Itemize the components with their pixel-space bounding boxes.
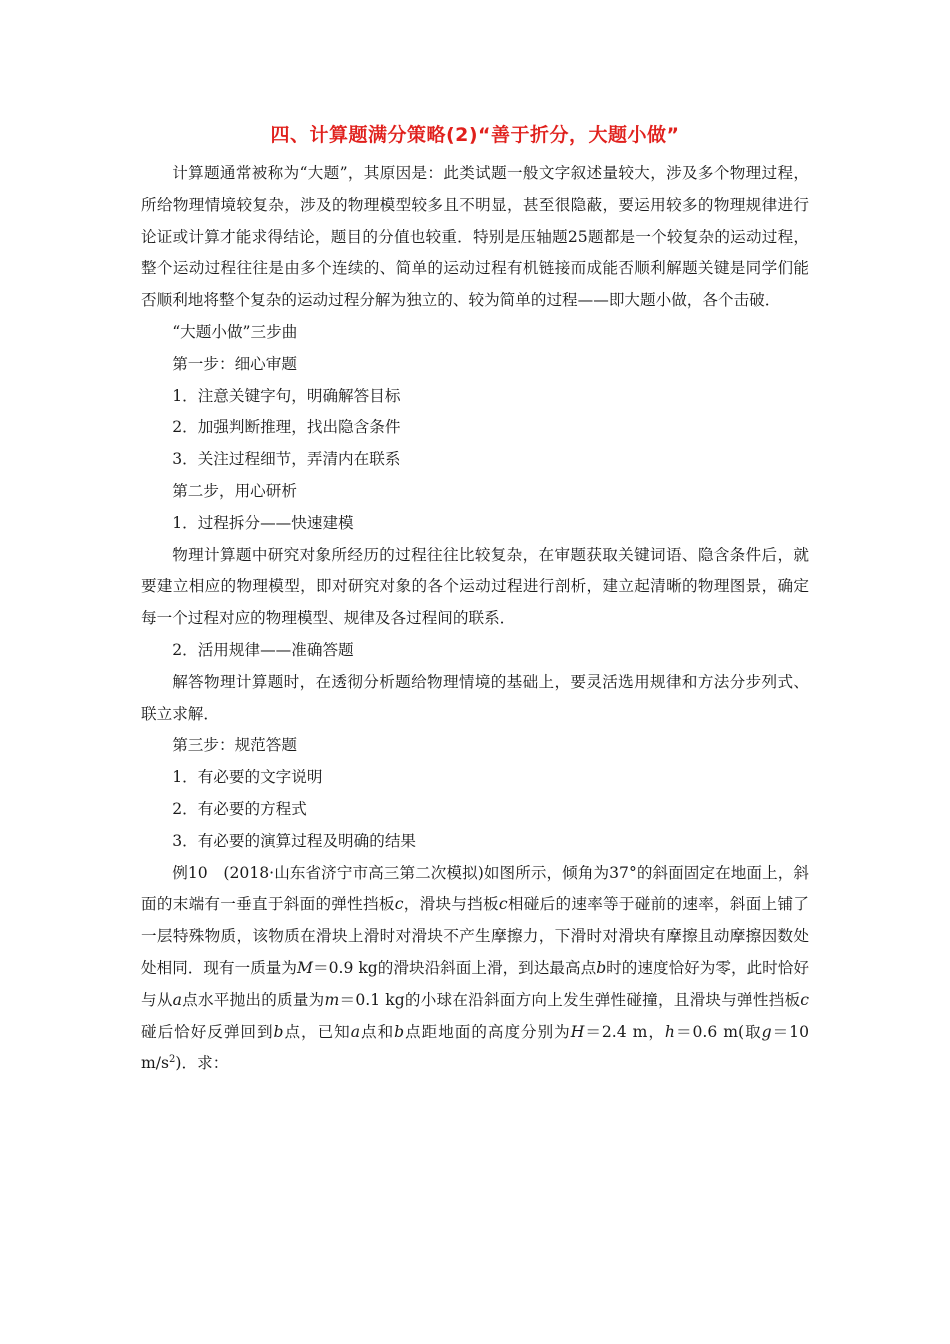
document-body: [141, 158, 809, 1080]
var-M: M: [297, 958, 313, 977]
step2-item: 2．活用规律——准确答题: [172, 640, 354, 659]
example-text: 相碰后的速率等于碰前的速率，斜面上铺了一层特殊物质，该物质在滑块上滑时对滑块不产生摩擦力，下滑时对滑块有摩擦且动摩擦因数处处相同．现有一质量为: [141, 895, 809, 977]
var-h: h: [664, 1022, 675, 1041]
var-c: c: [394, 895, 404, 914]
var-H: H: [570, 1022, 585, 1041]
var-b: b: [394, 1022, 405, 1041]
page-title: 四、计算题满分策略(2)“善于折分，大题小做”: [270, 124, 680, 146]
var-a: a: [172, 990, 182, 1009]
step2-paragraph: 物理计算题中研究对象所经历的过程往往比较复杂，在审题获取关键词语、隐含条件后，就要建立相应的物理模型，即对研究对象的各个运动过程进行剖析，建立起清晰的物理图景，确定每一个过程对应的物理模型、规律及各过程间的联系．: [141, 545, 809, 628]
step3-item: 1．有必要的文字说明: [172, 768, 323, 787]
var-b: b: [596, 958, 607, 977]
step1-item: 1．注意关键字句，明确解答目标: [172, 386, 401, 405]
intro-paragraph: 计算题通常被称为“大题”，其原因是：此类试题一般文字叙述量较大，涉及多个物理过程，所给物理情境较复杂，涉及的物理模型较多且不明显，甚至很隐蔽，要运用较多的物理规律进行论证或计算才能求得结论，题目的分值也较重．特别是压轴题25题都是一个较复杂的运动过程，整个运动过程往往是由多个连续的、简单的运动过程有机链接而成能否顺利解题关键是同学们能否顺利地将整个复杂的运动过程分解为独立的、较为简单的过程——即大题小做，各个击破．: [141, 164, 809, 310]
example-text: 例10 (2018·山东省济宁市高三第二次模拟)如图所示，倾角为37°的斜面固定在地面上，斜面的末端有一垂直于斜面的弹性挡板: [141, 863, 809, 914]
example-text: 点水平抛出的质量为: [181, 990, 325, 1009]
step1-item: 3．关注过程细节，弄清内在联系: [172, 450, 401, 469]
var-b: b: [273, 1022, 284, 1041]
example-text: 点距地面的高度分别为: [404, 1022, 571, 1041]
step3-heading: 第三步：规范答题: [172, 736, 297, 755]
step1-heading: 第一步：细心审题: [172, 354, 297, 373]
example-text: )．求：: [175, 1054, 229, 1073]
var-m: m: [324, 990, 340, 1009]
step2-item: 1．过程拆分——快速建模: [172, 513, 354, 532]
step3-item: 3．有必要的演算过程及明确的结果: [172, 831, 417, 850]
example-text: ＝2.4 m，: [584, 1022, 665, 1041]
example-text: ＝0.1 kg的小球在沿斜面方向上发生弹性碰撞，且滑块与弹性挡板: [339, 990, 801, 1009]
var-c: c: [498, 895, 508, 914]
var-a: a: [350, 1022, 361, 1041]
example-text: 碰后恰好反弹回到: [141, 1022, 274, 1041]
example-text: ＝0.6 m(取: [674, 1022, 762, 1041]
var-g: g: [761, 1022, 772, 1041]
example-text: ＝0.9 kg的滑块沿斜面上滑，到达最高点: [312, 958, 597, 977]
step2-paragraph: 解答物理计算题时，在透彻分析题给物理情境的基础上，要灵活选用规律和方法分步列式、联立求解．: [141, 672, 809, 723]
step3-item: 2．有必要的方程式: [172, 799, 307, 818]
superscript: 2: [169, 1054, 176, 1066]
example-text: ，滑块与挡板: [403, 895, 499, 914]
example-text: 点，已知: [283, 1022, 351, 1041]
example-text: ＝10 m/s: [141, 1022, 809, 1073]
steps-heading: “大题小做”三步曲: [172, 322, 298, 341]
example-text: 点和: [360, 1022, 395, 1041]
example-paragraph: [141, 858, 809, 1081]
example-text: 时的速度恰好为零，此时恰好与从: [141, 958, 809, 1009]
step2-heading: 第二步，用心研析: [172, 481, 297, 500]
step1-item: 2．加强判断推理，找出隐含条件: [172, 418, 401, 437]
var-c: c: [800, 990, 809, 1009]
